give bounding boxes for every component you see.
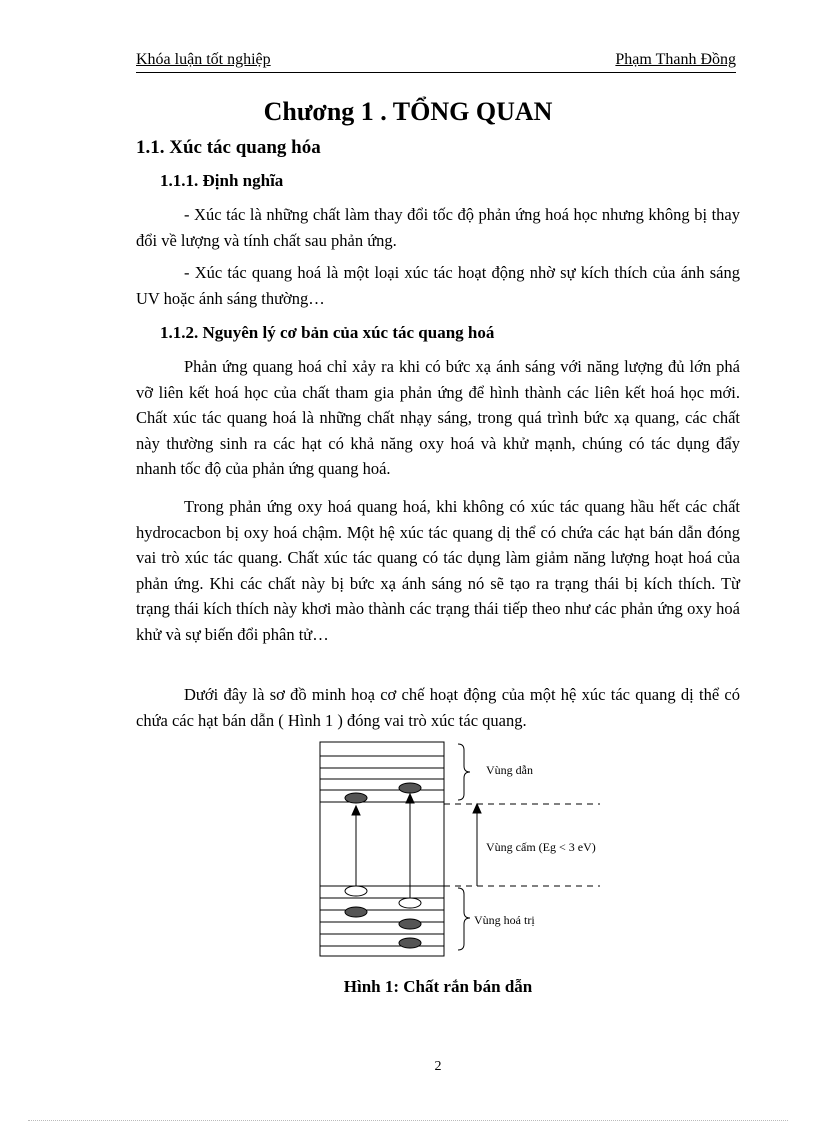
- paragraph: - Xúc tác là những chất làm thay đổi tốc độ phản ứng hoá học nhưng không bị thay đổi về lượng và tính chất sau phản ứng.: [136, 205, 740, 250]
- band-gap-label: Vùng cấm (Eg < 3 eV): [486, 840, 596, 854]
- paragraph: Phản ứng quang hoá chỉ xảy ra khi có bức xạ ánh sáng với năng lượng đủ lớn phá vỡ liên kết hoá học của chất tham gia phản ứng để hình thành các liên kết hoá học mới. Chất xúc tác quang hoá là những chất nhạy sáng, trong quá trình bức xạ quang, các chất này thường sinh ra các hạt có khả năng oxy hoá và khử mạnh, chúng có tác dụng đẩy nhanh tốc độ của phản ứng quang hoá.: [136, 357, 740, 479]
- valence-electron: [399, 938, 421, 948]
- header-rule: [136, 72, 736, 73]
- excited-electron: [399, 783, 421, 793]
- excited-electron: [345, 793, 367, 803]
- figure-caption: Hình 1: Chất rắn bán dẫn: [343, 977, 533, 996]
- hole: [399, 898, 421, 908]
- subsection-heading-definition: 1.1.1. Định nghĩa: [160, 171, 284, 190]
- header-left: Khóa luận tốt nghiệp: [136, 51, 271, 68]
- section-heading: 1.1. Xúc tác quang hóa: [136, 137, 321, 158]
- chapter-title: Chương 1 . TỔNG QUAN: [263, 97, 553, 126]
- semiconductor-box: [320, 742, 444, 956]
- valence-band-brace: [458, 888, 470, 950]
- valence-band-levels: [320, 886, 444, 946]
- conduction-band-levels: [320, 756, 444, 802]
- header-right: Phạm Thanh Đồng: [615, 51, 736, 68]
- valence-band-label: Vùng hoá trị: [474, 913, 535, 927]
- subsection-heading-principle: 1.1.2. Nguyên lý cơ bản của xúc tác quang hoá: [160, 323, 495, 342]
- excitation-arrows: [352, 794, 414, 898]
- page-bottom-border: [28, 1120, 788, 1121]
- paragraph: Trong phản ứng oxy hoá quang hoá, khi không có xúc tác quang hầu hết các chất hydrocacbon bị oxy hoá chậm. Một hệ xúc tác quang dị thể có chứa các hạt bán dẫn đóng vai trò xúc tác quang. Chất xúc tác quang có tác dụng làm giảm năng lượng hoạt hoá của phản ứng. Khi các chất này bị bức xạ ánh sáng nó sẽ tạo ra trạng thái bị kích thích. Từ trạng thái kích thích này khơi mào thành các trạng thái tiếp theo như các phản ứng oxy hoá khử và sự biến đổi phân tử…: [136, 497, 740, 644]
- paragraph: Dưới đây là sơ đồ minh hoạ cơ chế hoạt động của một hệ xúc tác quang dị thể có chứa các hạt bán dẫn ( Hình 1 ) đóng vai trò xúc tác quang.: [136, 685, 740, 730]
- conduction-band-label: Vùng dẫn: [486, 763, 533, 777]
- page-number: 2: [434, 1059, 442, 1074]
- valence-electron: [399, 919, 421, 929]
- conduction-band-brace: [458, 744, 470, 800]
- band-diagram: [300, 736, 620, 964]
- hole: [345, 886, 367, 896]
- band-diagram-figure: [300, 736, 620, 969]
- band-gap-arrow: [473, 804, 481, 886]
- paragraph: - Xúc tác quang hoá là một loại xúc tác hoạt động nhờ sự kích thích của ánh sáng UV hoặc ánh sáng thường…: [136, 263, 740, 308]
- valence-electron: [345, 907, 367, 917]
